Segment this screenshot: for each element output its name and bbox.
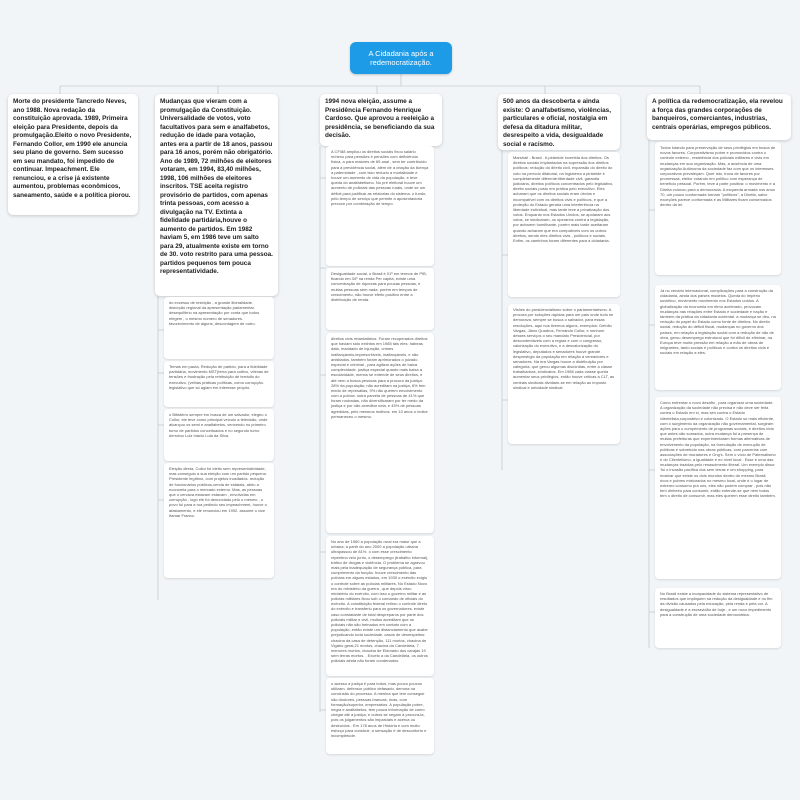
note-4-1[interactable]: Marshall - Brasil . A pirâmide invertida dos direitos. Os direitos sociais implantados na supressão dos direitos políticos: redução do direito civil, expansão do direito do voto na período ditatorial, na Inglaterra a pirâmide é completamente diferente:liberdade civil, garantia judiciária, direitos políticos concentrados pelo legislativo, direito sociais posto em prática pelo executivo. Eles acharam que os direitos sociais eram óbvios e incompatível com os direitos civis e políticos, e que a proteção do Estado geraria uma interferência na liberdade individual, mas tarde teve a privatização dos votos. Enquanto nos Estados Unidos, se apoiaram aos votos, se sindicaram, os operários contra a legislação, por acharem humilhante, porém mais tarde aceitaram quando acharam que era compatíveis com os outros direitos, sendo eles direitos civis , políticos e sociais. Enfim, os caminhos foram diferentes para a cidadania.	[508, 152, 620, 297]
note-5-2[interactable]: Já no cenário internacional, complicações para a construção da cidadania, ainda dos países modelos. Queda do Império soviético, movimento movimento nos Estados unidos. A globalização da economia em ritmo acelerado, provocam mudanças nas relações entre Estado e sociedade e nação e também da prática da cidadania ocidental. a mudança se deu, na redução do papel do Estado como fonte de direitos. No direito social, redução do déficit fiscal, mudanças no governo dos países, em relação a legislação social com a redução de não de obra, gerou desemprego estrutural que foi difícil de eliminar, na Europa teve muita pressão em relação a mão de obras de imigrantes, tanto sociais e políticos e contra os direitos civis e sociais em relação a eles.	[655, 285, 781, 390]
note-5-1[interactable]: Todos lutando para preservação de seus privilégios em busca de novos favores. Corporativismo pobre e promovidos contra o controle externo , resistência dos policiais militares e civis em mudanças em sua organização. Mas, a ausência de uma organização Autônoma da sociedade faz com que os interesses corporativos prevaleçam. Quer isto, troca de favores por promessas, eleitor votando em político com esperança de benefício pessoal. Porém, teve a parte positiva: o movimento e a Direita colocou para a democracia. A esquerda armada nos anos 70, um pouco conformada tornam "políticos", a Direita, salvo exceções parece conformada e as Militares ficam conservados dentro da lei.	[655, 142, 781, 275]
topic-4[interactable]: 500 anos da descoberta e ainda existe: O analfabetismo, violências, particulares e oficial, nostalgia em defesa da ditadura militar, desrespeito a vida, desigualdade social e racismo.	[498, 94, 620, 150]
note-2-1[interactable]: do excesso de restrição , a grande liberalidade. distorção regional da apresentação parlamentar. desequilíbrio na apresentação por conta que todos elegem , o mesmo número de senadores. favorecimento de alguns, descontagem de outro.	[164, 297, 274, 359]
topic-5[interactable]: A política da redemocratização, ela revelou a força das grandes corporações de banqueiros, comerciantes, industrias, centrais operárias, empregos públicos.	[647, 94, 791, 140]
note-3-4[interactable]: No ano de 1960 a população rural era maior que a urbana, a partir do ano 2000 a população urbana ultrapassou de 81%. o com esse crescimento repentino veio junto, o desemprego (trabalho informal), tráfico de drogas e violência. O problema se agravou mais pela inadequação de segurança pública, para cumprimento da função. houve crescimento das polícias em alguns estados, em 1930 o exército exigiu o controle sobre as polícias militares. No Estado Novo era do ministério da guerra , que depois virou ministério do exército, com isso o governo militar e as policias militares ficou sob o comando de oficiais do exército. A constituição federal retirou o controle direto do exército e transferiu para os governadores. existe caso constatante de total despreparos por parte dos policiais militar e civil, muitos acreditam que os policiais não são treinados em contato com a população, então existe um distanciamento que acabe prejudicando toda sociedade. casos de desrespeitos: chacina da casa de detenção, 111 mortos, chacina de Vigário geral,21 mortos, chacina da Candelária, 7 menores mortos, chacina de Eldorado dos carajás 19 sem terras mortos. . Exceto a da Candelária, os outros policiais ainda não foram condenados.	[326, 536, 434, 676]
note-2-4[interactable]: Eleição direta, Collor foi eleito sem representatividade, mas conseguiu a sua eleição com um partido pequeno. Presidente legítimo, com projetos inusitados. redução de funcionários públicos,venda de estatais, abriu a economia para o mercado externo. Mas, as pessoas que o cercava estavam estavam , envolvidas em corrupção , logo ele foi denunciado pelo o mesmo , o povo foi para a rua pedindo seu impeachment, houve o afastamento, e ele renunciou em 1992. assume o vice Itamar Franco.	[164, 463, 274, 578]
topic-1[interactable]: Morte do presidente Tancredo Neves, ano 1988. Nova redação da constituição aprovada. 1989, Primeira eleição para Presidente, depois da promulgação.Eleito o novo Presidente, Fernando Collor, em 1990 ele anuncia seu plano de governo. Sem sucesso em seu mandato, foi impedido de continuar. Impeachment. Ele renunciou, e a crise já existente aumentou, problemas econômicos, saneamento, saúde e a política piorou.	[8, 94, 138, 215]
note-4-2[interactable]: Visões do presidencialismo sobre o parlamentarismo. A procura por soluções rápidas para um país onde tudo se demorava, sempre se busca o salvador, para essas resoluções, aqui nos tivemos alguns, exemplos: Getúlio Vargas, Jânio Quadros, Fernando Collor, e nenhum desses serviços o seu mandato Presidencial, por descontentáveis com a regras e com o congresso, valorização do executivo, e a desvalorização do legislativo, deputados e senadores houve grande desprestígio da população em relação a vereadores e senadores. Na era Vargas houve a distribuição por categoria, que gerou algumas discórdias, entre a classe trabalhadora, sindicatos. Em 1988 cada classe queria aumentar seus privilégios, então houve críticas a CLT, as centrais sindicais dividiam-se em relação ao imposto sindical e unicidade sindical.	[508, 304, 620, 444]
note-5-4[interactable]: No Brasil existe a incapacidade do sistema representativo de resultados que impliquem na redução da desigualdade e no fim da divisão causados pela educação, pela renda e pela cor. A desigualdade é a escravidão de hoje , e um novo impedimento para a construção de uma sociedade democrática.	[655, 588, 781, 648]
topic-2[interactable]: Mudanças que vieram com a promulgação da Constituição. Universalidade de votos, voto facultativos para sem e analfabetos, redução de idade para votação, antes era a partir de 18 anos, passou para 16 anos, porém não obrigatório. Ano de 1989, 72 milhões de eleitores votaram, em 1994, 83,40 milhões, 1998, 106 milhões de eleitores inscritos. TSE aceita registro provisório de partidos, com apenas trinta pessoas, com acesso a divulgação na TV. Extinta a fidelidade partidária,houve o aumento de partidos. Em 1982 haviam 5, em 1986 teve um salto para 29, atualmente existe em torno de 30. voto restrito para uma pessoa. partidos pequenos tem pouca representatividade.	[155, 94, 278, 296]
root-title: A Cidadania após a redemocratização.	[368, 49, 434, 67]
note-3-5[interactable]: o acesso a justiça é para todos, mas pouco poucos utilizam. defensor público defasado, demora na conclusão do processo. A menina que tem conseguir são doutores, pessoas brancas, ricas, com formação/superior, empresários. A população pobre, negra e analfabetos, tem pouca informação de como chegar até a justiça, e outros se negam à procura-la, pois os julgamentos são imparciais e acerca ou destruídos . Em 178 anos de História e com muito esforço para construir, a sensação é de desconforto e incompletude.	[326, 678, 434, 754]
note-3-2[interactable]: Desigualdade social, o Brasil é 01º em termos de PIB, ficando em 34º na renda Per capita, existe uma concentração de riquezas para poucas pessoas, e muitas pessoas sem nada. porém em tempos de crescimento, não houve efeito positivo entre a distribuição de renda.	[326, 268, 434, 330]
topic-3[interactable]: 1994 nova eleição, assume a Presidência Fernando Henrique Cardoso. Que aprovou a reeleição a presidência, se beneficiando da sua decisão.	[320, 94, 442, 146]
root-topic[interactable]	[350, 42, 452, 74]
note-3-3[interactable]: direitos civis retardatários. Foram recuperados direitos que haviam sido extintos em 1985 tais eles: habeas data, mandado de injunção, crimes inafiançáveis,imprescritíveis, inafiançáveis, e não anistiados. também foram aprimorados o juizado especial e criminal , para agilizar ações de baixa complexidade. justiça especial quanto mais baixa a escolaridade, menos se entende de seus direitos, e até nem a busca pessoas para a procura da justiça. 28% da população; não acreditam na justiça, 6% tem medo de represálias, 9% não querem envolvimento com a polícia. outra parcela de pessoas de 41% que foram roubadas, não diversificaram por ter medo da justiça e por não acreditar nela, e 45% de pessoas agredidas, pelo mesmos motivos. em 10 anos o índice permaneceu o mesmo.	[326, 333, 434, 533]
note-2-3[interactable]: o Bitistérro sempre em busca de um salvador, elegeu o Collor, ele teve como principal veículo a televisão, onde alcançou os semi e analfabetos, vencendo no primeiro turno de partidos conceituados e no segundo turno derrotou Luiz Inácio Lula da Silva.	[164, 409, 274, 461]
note-3-1[interactable]: A CF/88 ampliou os direitos sociais fixou salário mínimo para pensões e pensões com deficiência física, a para maiores de 65 anal , sem ter contribuído para a previdência social, além de a criação da licença a paternidade , com isso reduziu a mortalidade e houve um aumento de vida da população, e teve queda do analfabetismo. No pré eleitoral houve um aumento de policiais das pessoas rurais, onde se um déficit para justificar as relatorias do sistema. o fundo, pelo tempo de serviço que permite a aposentadoria precoce por combinação de tempo.	[326, 146, 434, 266]
note-2-2[interactable]: Temas em pauta. Redução de partido, para a fidelidade partidária, movimento MST(terra para cultivo, vítimas de tensões e frustração pela retribuição de terrádio do executivo. (velhas práticas políticas, como corrupção. legislativo que só agiam em interesse próprio.	[164, 361, 274, 407]
note-5-3[interactable]: Como enfrentar o novo desafio , para organizar uma sociedade. A organização da sociedade não precisa e não deve ser feita contra o Estado em si, mas sim contra o Estado clientelista,corporativo e colonizado. O Estado só mais eficiente, com o surgimento da organização não governamental, surgiram ações para o cumprimento de programas sociais, e direitos civis que antes não somados, outra mudança foi a presença de muitas prefeituras que experimentaram formas alternativas de envolvimento da população, na formulação de execução de políticas e sobretudo nas obras públicas, com parcerias com associações de moradores e Ong's. Sem o vício de Paternalismo e do Clientelismo, a igualdade é no nível local . Esse é uma das mudanças trazidas pelo renascimento liberal. Um exemplo disso: 'foi o invasão pacífica dos sem terras e um shopping, para mostrar que existe os dois mundos dentro do mesmo Brasil, ricos e pobres misturados no mesmo local, onde é o lugar de extremo consumo pra uns, eles não podem comprar , pois não tem dinheiro para consumir, então entende-se que nem todos tem o direito de consumir, mas eles querem esse direito também.	[655, 397, 781, 579]
